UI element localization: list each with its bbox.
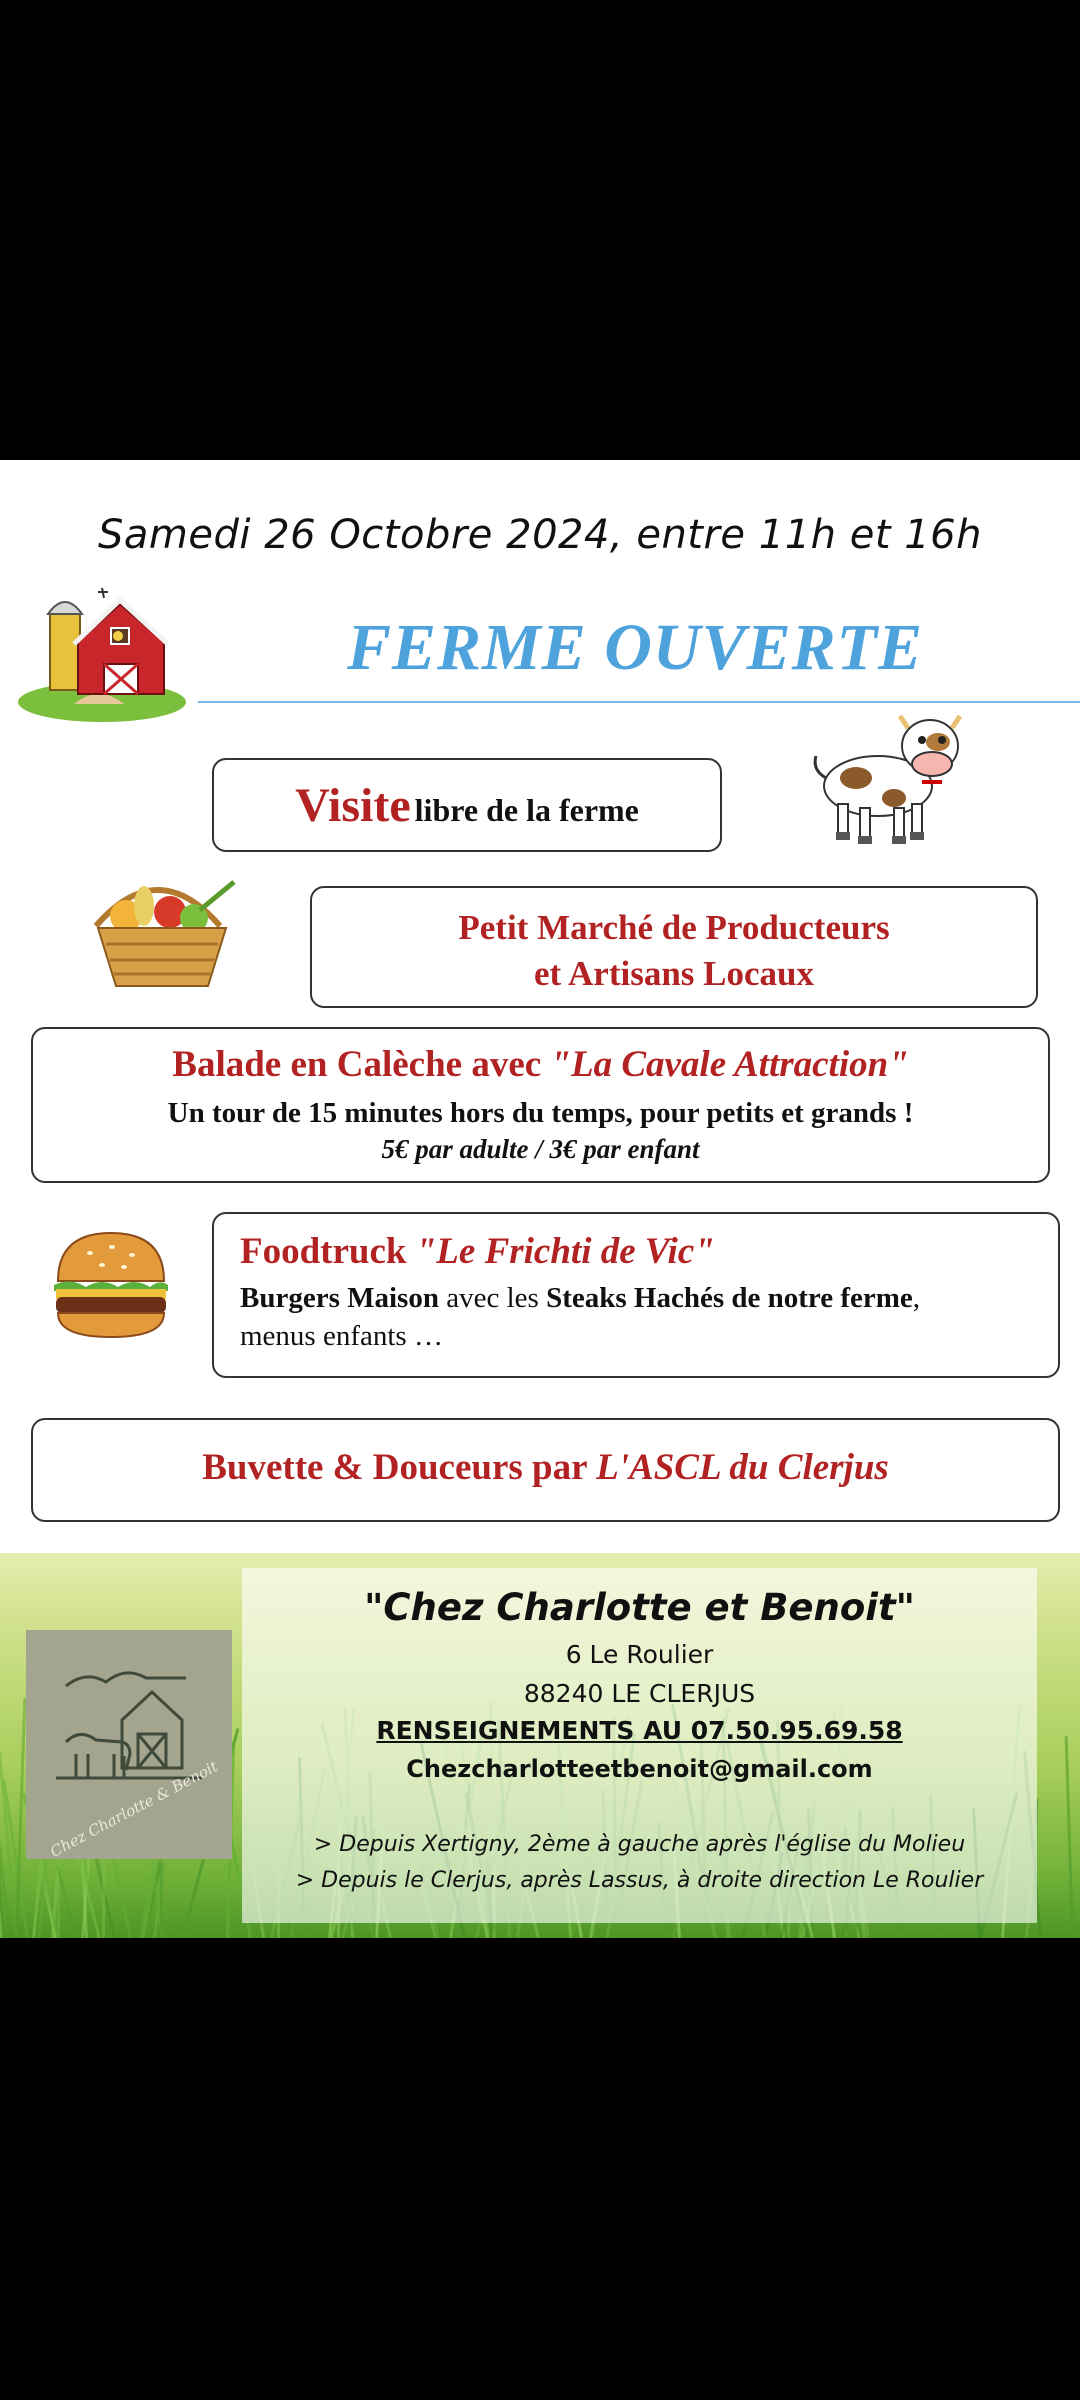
directions-1: > Depuis Xertigny, 2ème à gauche après l'église du Molieu (313, 1832, 966, 1857)
visite-highlight: Visite (295, 779, 411, 832)
cow-icon (808, 712, 973, 852)
farm-barn-icon (14, 584, 194, 724)
contact-footer (0, 1553, 1080, 1938)
foodtruck-text1: avec les (438, 1282, 547, 1314)
buvette-box (31, 1418, 1060, 1522)
caleche-heading-italic: "La Cavale Attraction" (550, 1044, 909, 1085)
grass-blade (1064, 1736, 1073, 1938)
phone-info: RENSEIGNEMENTS AU 07.50.95.69.58 (376, 1716, 903, 1745)
foodtruck-text2: , (912, 1282, 921, 1314)
event-title: FERME OUVERTE (347, 611, 923, 684)
caleche-box (31, 1027, 1050, 1183)
buvette-heading-italic: L'ASCL du Clerjus (596, 1447, 889, 1488)
foodtruck-kids-menu: menus enfants … (240, 1320, 443, 1352)
event-poster (0, 460, 1080, 1938)
address-line1: 6 Le Roulier (565, 1640, 714, 1669)
foodtruck-bold2: Steaks Hachés de notre ferme (546, 1282, 913, 1314)
marche-line1: Petit Marché de Producteurs (458, 908, 890, 947)
farm-logo-icon (26, 1630, 232, 1859)
marche-line2: et Artisans Locaux (534, 954, 814, 993)
caleche-prices: 5€ par adulte / 3€ par enfant (381, 1134, 700, 1164)
farm-logo (26, 1630, 232, 1859)
event-date: Samedi 26 Octobre 2024, entre 11h et 16h (98, 512, 982, 558)
buvette-heading: Buvette & Douceurs par (202, 1447, 597, 1488)
visite-text: libre de la ferme (414, 792, 639, 828)
farm-name: "Chez Charlotte et Benoit" (364, 1586, 915, 1629)
foodtruck-heading: Foodtruck (240, 1231, 416, 1272)
fruit-basket-icon (88, 870, 238, 1000)
foodtruck-heading-italic: "Le Frichti de Vic" (415, 1231, 715, 1272)
caleche-heading: Balade en Calèche avec (172, 1044, 551, 1085)
directions-2: > Depuis le Clerjus, après Lassus, à droite direction Le Roulier (295, 1868, 984, 1893)
farm-logo-text: Chez Charlotte & Benoit (47, 1757, 221, 1861)
marche-box (310, 886, 1038, 1008)
title-divider (198, 701, 1080, 703)
foodtruck-description (240, 1282, 920, 1315)
contact-panel (242, 1568, 1037, 1923)
caleche-description: Un tour de 15 minutes hors du temps, pour petits et grands ! (167, 1097, 914, 1129)
address-line2: 88240 LE CLERJUS (523, 1679, 756, 1708)
grass-blade (160, 1848, 163, 1938)
foodtruck-bold1: Burgers Maison (240, 1282, 439, 1314)
visite-box (212, 758, 722, 852)
foodtruck-box (212, 1212, 1060, 1378)
email-address: Chezcharlotteetbenoit@gmail.com (406, 1755, 873, 1783)
burger-icon (50, 1225, 172, 1347)
